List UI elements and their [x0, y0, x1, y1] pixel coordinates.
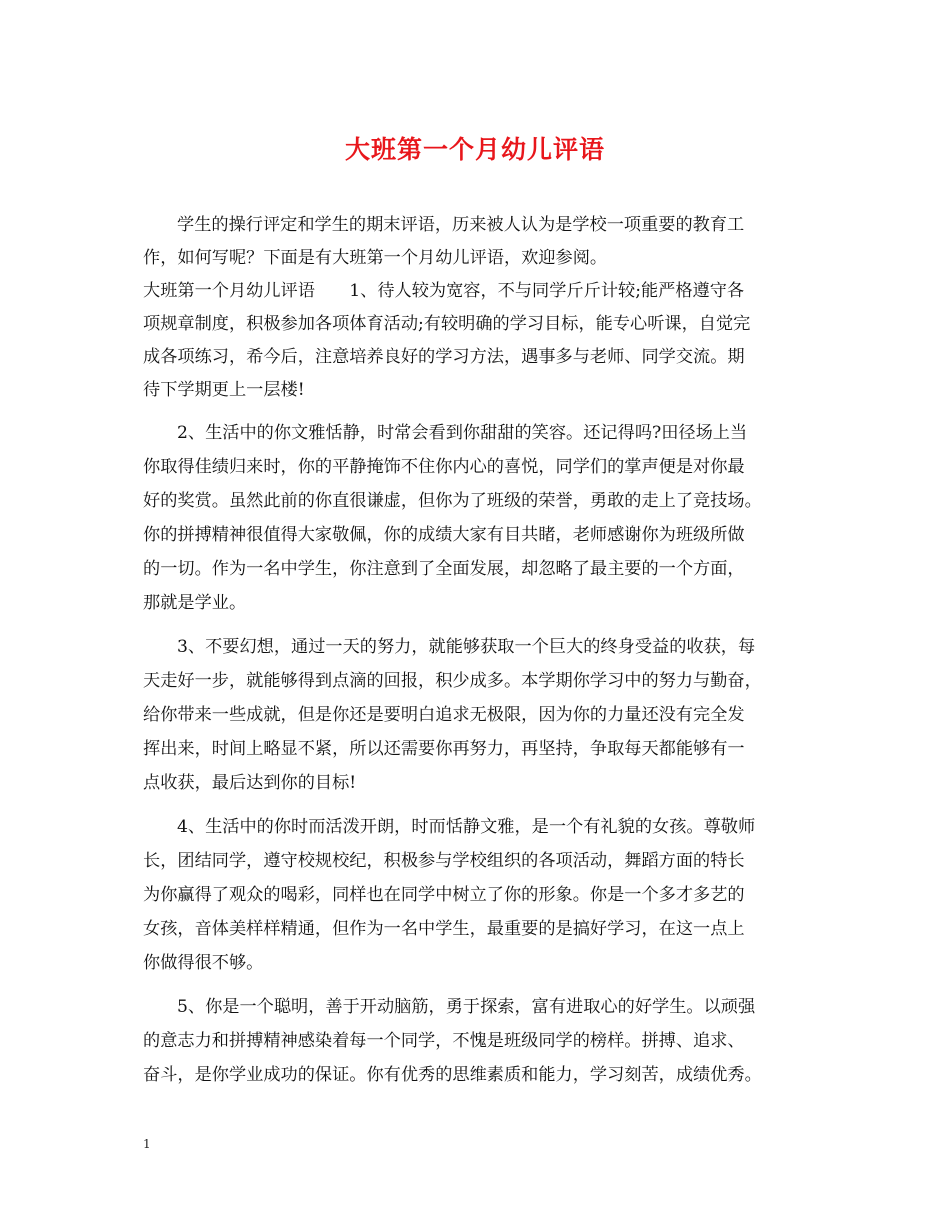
paragraph-line: 大班第一个月幼儿评语 1、待人较为宽容，不与同学斤斤计较;能严格遵守各: [143, 281, 745, 301]
paragraph-line: 5、你是一个聪明，善于开动脑筋，勇于探索，富有进取心的好学生。以顽强: [177, 997, 756, 1017]
page-number: 1: [143, 1137, 151, 1151]
paragraph-line: 2、生活中的你文雅恬静，时常会看到你甜甜的笑容。还记得吗?田径场上当: [177, 423, 748, 443]
paragraph-line: 你的拼搏精神很值得大家敬佩，你的成绩大家有目共睹，老师感谢你为班级所做: [143, 525, 745, 545]
paragraph-line: 挥出来，时间上略显不紧，所以还需要你再努力，再坚持，争取每天都能够有一: [143, 739, 745, 759]
paragraph-line: 为你赢得了观众的喝彩，同样也在同学中树立了你的形象。你是一个多才多艺的: [143, 885, 745, 905]
document-title: 大班第一个月幼儿评语: [344, 135, 605, 164]
paragraph-line: 待下学期更上一层楼!: [143, 380, 305, 400]
paragraph-line: 学生的操行评定和学生的期末评语，历来被人认为是学校一项重要的教育工: [177, 215, 745, 235]
paragraph-line: 成各项练习，希今后，注意培养良好的学习方法，遇事多与老师、同学交流。期: [143, 347, 745, 367]
paragraph-line: 奋斗，是你学业成功的保证。你有优秀的思维素质和能力，学习刻苦，成绩优秀。: [143, 1065, 762, 1085]
paragraph-line: 女孩，音体美样样精通，但作为一名中学生，最重要的是搞好学习，在这一点上: [143, 919, 745, 939]
paragraph-line: 3、不要幻想，通过一天的努力，就能够获取一个巨大的终身受益的收获，每: [177, 637, 756, 657]
paragraph-line: 的意志力和拼搏精神感染着每一个同学，不愧是班级同学的榜样。拼搏、追求、: [143, 1031, 745, 1051]
paragraph-line: 长，团结同学，遵守校规校纪，积极参与学校组织的各项活动，舞蹈方面的特长: [143, 851, 745, 871]
paragraph-line: 项规章制度，积极参加各项体育活动;有较明确的学习目标，能专心听课，自觉完: [143, 314, 751, 334]
paragraph-line: 你做得很不够。: [143, 953, 264, 973]
paragraph-line: 4、生活中的你时而活泼开朗，时而恬静文雅，是一个有礼貌的女孩。尊敬师: [177, 817, 756, 837]
paragraph-line: 作，如何写呢？下面是有大班第一个月幼儿评语，欢迎参阅。: [143, 248, 608, 268]
paragraph-line: 给你带来一些成就，但是你还是要明白追求无极限，因为你的力量还没有完全发: [143, 705, 745, 725]
paragraph-line: 点收获，最后达到你的目标!: [143, 773, 357, 793]
paragraph-line: 天走好一步，就能够得到点滴的回报，积少成多。本学期你学习中的努力与勤奋，: [143, 671, 762, 691]
paragraph-line: 你取得佳绩归来时，你的平静掩饰不住你内心的喜悦，同学们的掌声便是对你最: [143, 457, 745, 477]
paragraph-line: 那就是学业。: [143, 593, 247, 613]
paragraph-line: 好的奖赏。虽然此前的你直很谦虚，但你为了班级的荣誉，勇敢的走上了竞技场。: [143, 491, 762, 511]
paragraph-line: 的一切。作为一名中学生，你注意到了全面发展，却忽略了最主要的一个方面，: [143, 559, 745, 579]
